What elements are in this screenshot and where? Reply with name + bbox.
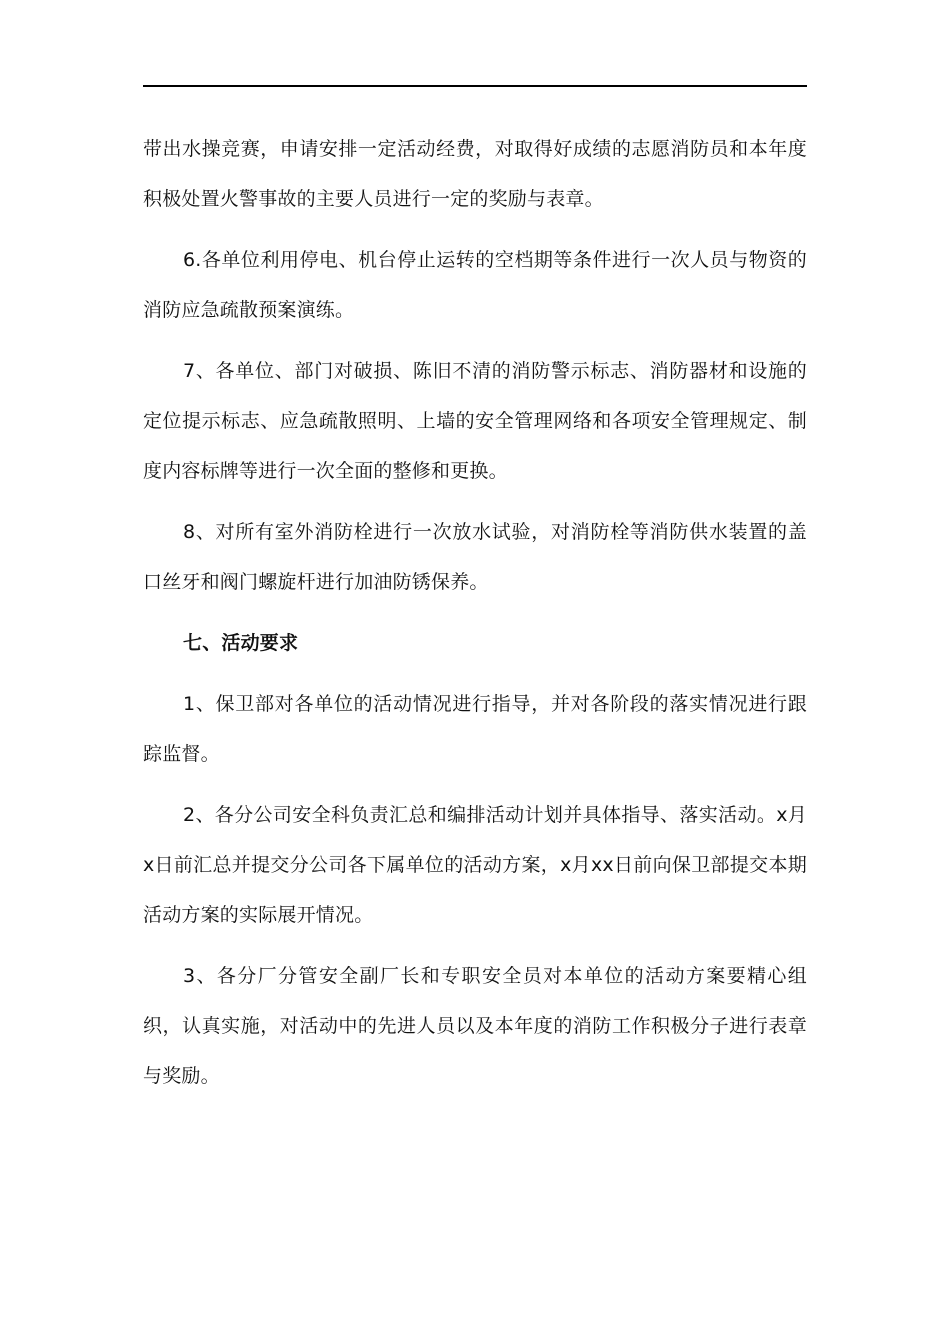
paragraph-continuation: 带出水操竞赛，申请安排一定活动经费，对取得好成绩的志愿消防员和本年度积极处置火警事故的主要人员进行一定的奖励与表章。 bbox=[143, 138, 807, 210]
paragraph-item-8: 8、对所有室外消防栓进行一次放水试验，对消防栓等消防供水装置的盖口丝牙和阀门螺旋杆进行加油防锈保养。 bbox=[143, 521, 807, 593]
paragraph-item-7: 7、各单位、部门对破损、陈旧不清的消防警示标志、消防器材和设施的定位提示标志、应急疏散照明、上墙的安全管理网络和各项安全管理规定、制度内容标牌等进行一次全面的整修和更换。 bbox=[143, 360, 807, 482]
requirement-item-3: 3、各分厂分管安全副厂长和专职安全员对本单位的活动方案要精心组织，认真实施，对活动中的先进人员以及本年度的消防工作积极分子进行表章与奖励。 bbox=[143, 965, 807, 1087]
header-rule bbox=[143, 85, 807, 87]
paragraph-item-6: 6.各单位利用停电、机台停止运转的空档期等条件进行一次人员与物资的消防应急疏散预案演练。 bbox=[143, 249, 807, 321]
requirement-item-2: 2、各分公司安全科负责汇总和编排活动计划并具体指导、落实活动。x月x日前汇总并提交分公司各下属单位的活动方案，x月xx日前向保卫部提交本期活动方案的实际展开情况。 bbox=[143, 804, 807, 926]
section-heading-activity-requirements: 七、活动要求 bbox=[183, 632, 299, 654]
document-body bbox=[143, 124, 807, 1101]
requirement-item-1: 1、保卫部对各单位的活动情况进行指导，并对各阶段的落实情况进行跟踪监督。 bbox=[143, 693, 807, 765]
